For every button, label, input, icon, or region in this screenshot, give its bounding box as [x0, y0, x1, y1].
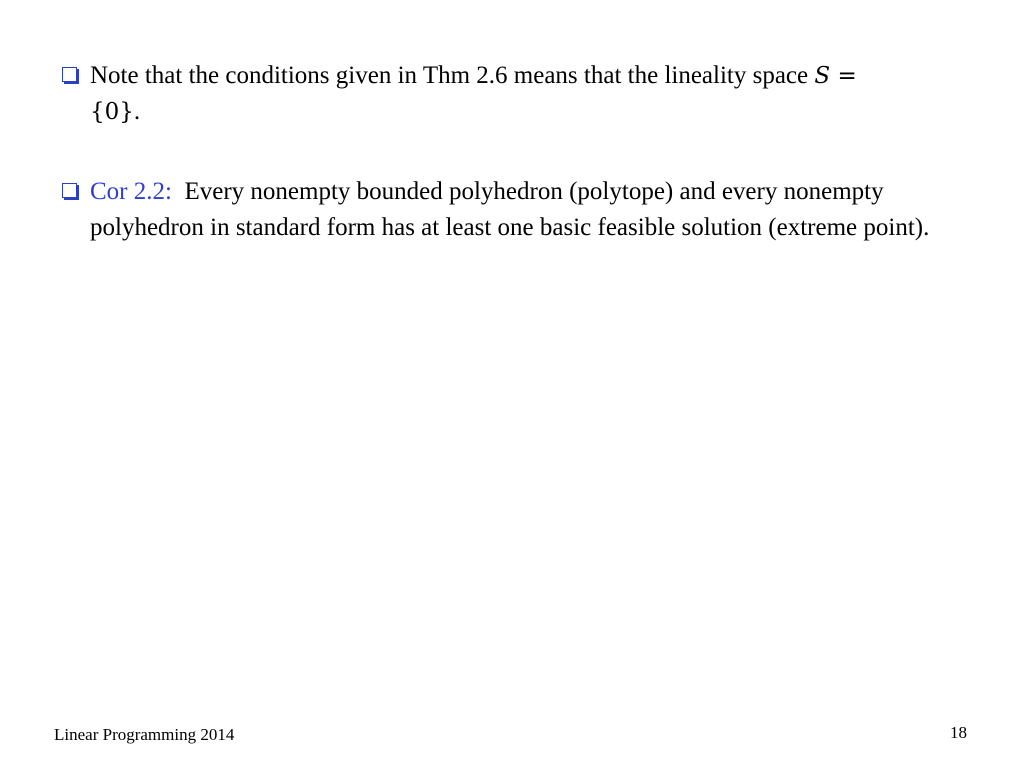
hollow-square-bullet-icon [62, 183, 77, 198]
page-number: 18 [950, 723, 967, 742]
hollow-square-bullet-icon [62, 67, 77, 82]
bullet-item-corollary [62, 174, 982, 246]
bullet-text: Note that the conditions given in Thm 2.6 means that the lineality space [90, 62, 815, 89]
bullet-item-lineality [62, 58, 982, 130]
bullet-text-end: . [133, 98, 141, 125]
math-equals: = [830, 63, 857, 89]
math-set: {0} [90, 99, 134, 125]
corollary-label: Cor 2.2: [90, 178, 172, 205]
bullet-list [62, 58, 982, 290]
math-variable: S [814, 63, 831, 89]
corollary-text: Every nonempty bounded polyhedron (polytope) and every nonempty polyhedron in standard form has at least one basic feasible solution (extreme point). [90, 178, 930, 241]
footer-title: Linear Programming 2014 [54, 725, 235, 744]
